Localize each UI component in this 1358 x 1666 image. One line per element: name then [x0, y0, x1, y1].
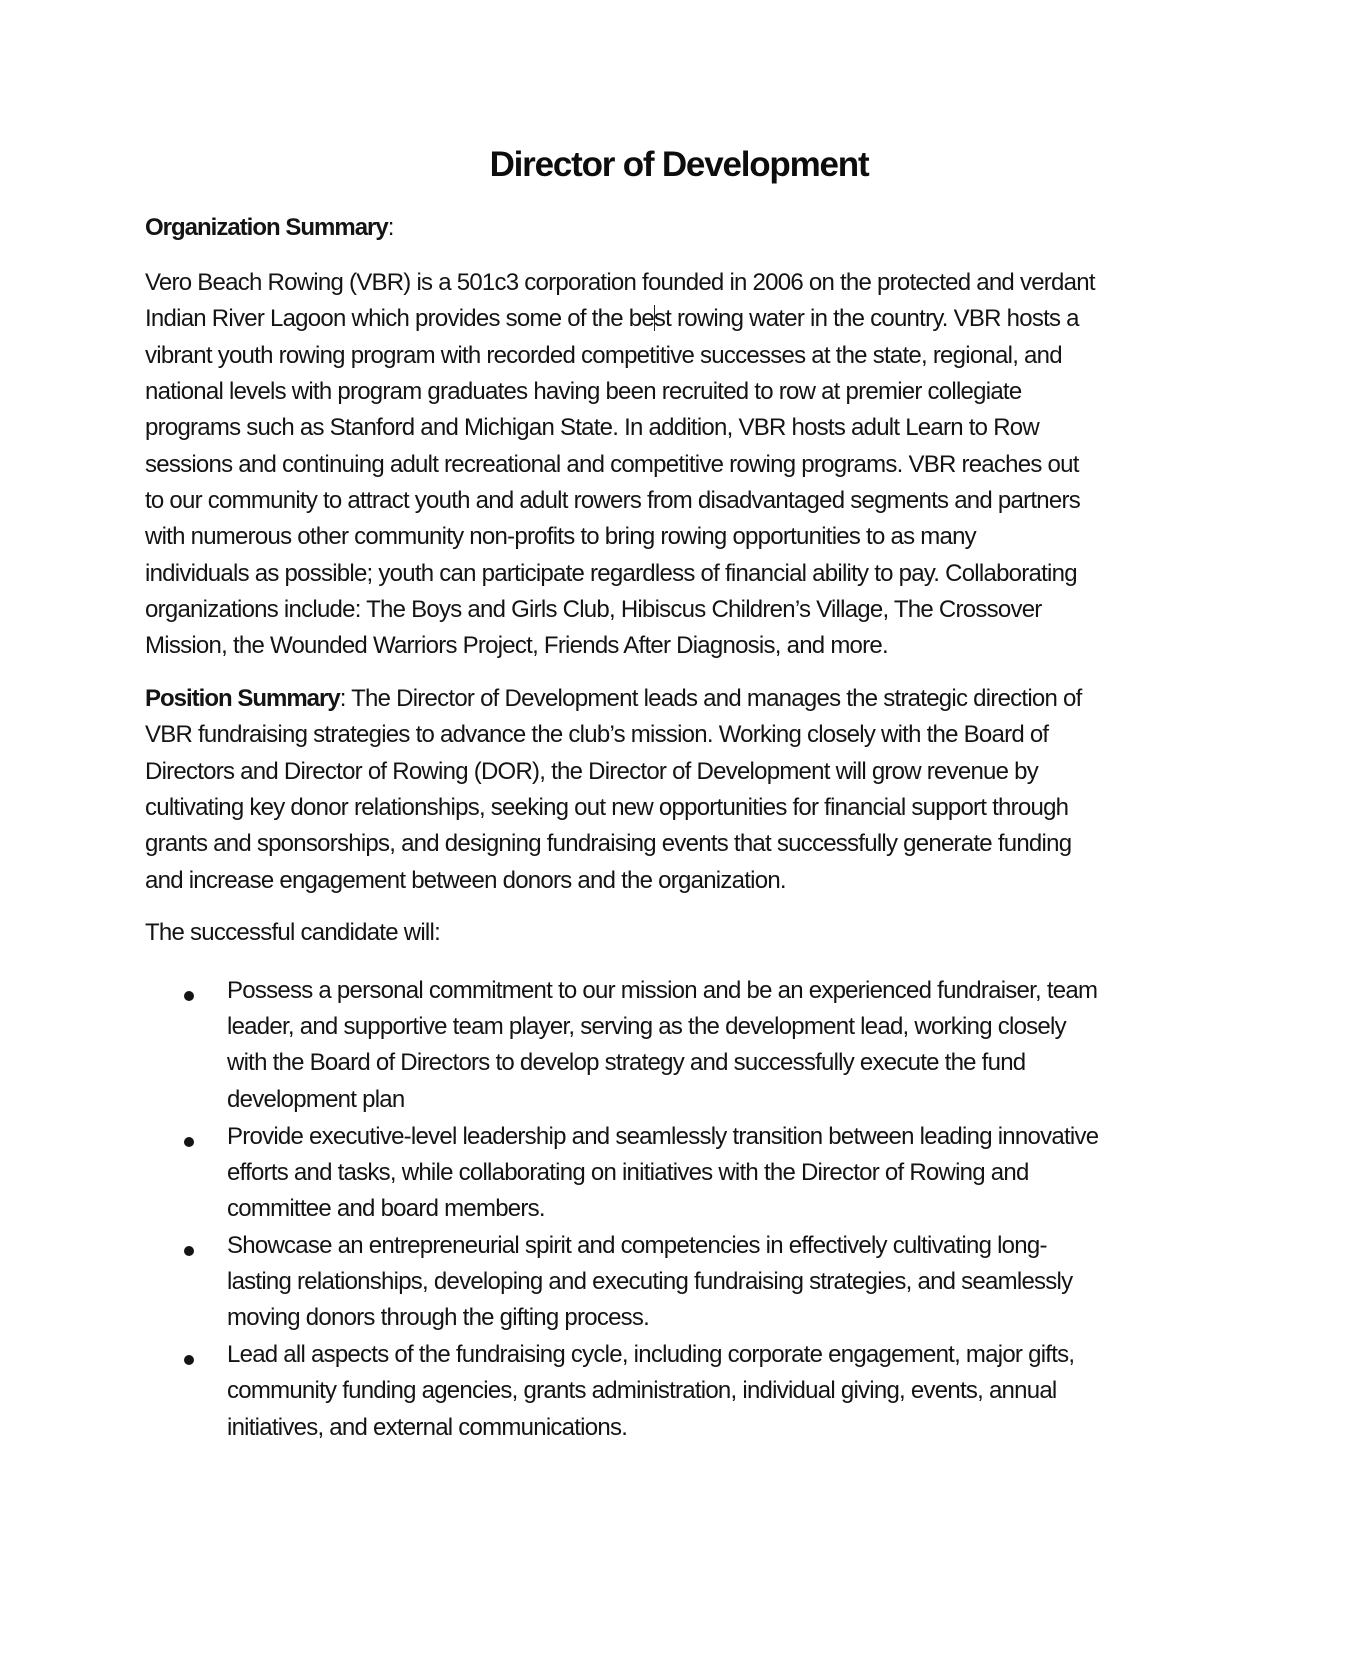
org-summary-line: Vero Beach Rowing (VBR) is a 501c3 corporation founded in 2006 on the protected and verdant — [145, 269, 1095, 296]
bullet-line: community funding agencies, grants administration, individual giving, events, annual — [227, 1377, 1057, 1404]
bullet-line: lasting relationships, developing and executing fundraising strategies, and seamlessly — [227, 1268, 1073, 1295]
bullet-line: moving donors through the gifting process. — [227, 1304, 650, 1331]
org-summary-line: individuals as possible; youth can participate regardless of financial ability to pay. Collaborating — [145, 560, 1077, 587]
bullet-line: development plan — [227, 1086, 405, 1113]
bullet-icon — [184, 1355, 194, 1365]
position-summary-heading: Position Summary — [145, 685, 340, 712]
bullet-line: Lead all aspects of the fundraising cycle, including corporate engagement, major gifts, — [227, 1341, 1075, 1368]
position-summary-line — [145, 684, 1082, 714]
position-summary-line: Directors and Director of Rowing (DOR), the Director of Development will grow revenue by — [145, 758, 1039, 785]
position-summary-line: and increase engagement between donors and the organization. — [145, 867, 786, 894]
org-summary-text: st rowing water in the country. VBR hosts a — [653, 305, 1079, 332]
org-summary-line: sessions and continuing adult recreational and competitive rowing programs. VBR reaches out — [145, 451, 1079, 478]
org-summary-colon: : — [387, 214, 394, 241]
org-summary-line: national levels with program graduates having been recruited to row at premier collegiate — [145, 378, 1022, 405]
bullet-icon — [184, 1137, 194, 1147]
bullet-icon — [184, 991, 194, 1001]
org-summary-line: to our community to attract youth and adult rowers from disadvantaged segments and partners — [145, 487, 1080, 514]
document-title: Director of Development — [489, 145, 869, 184]
bullet-line: efforts and tasks, while collaborating on initiatives with the Director of Rowing and — [227, 1159, 1029, 1186]
bullet-line: Possess a personal commitment to our mission and be an experienced fundraiser, team — [227, 977, 1098, 1004]
org-summary-text: Indian River Lagoon which provides some of the be — [145, 305, 654, 332]
position-summary-text: : The Director of Development leads and manages the strategic direction of — [339, 685, 1082, 712]
bullet-line: initiatives, and external communications. — [227, 1414, 628, 1441]
position-summary-line: cultivating key donor relationships, seeking out new opportunities for financial support through — [145, 794, 1069, 821]
org-summary-line: with numerous other community non-profits to bring rowing opportunities to as many — [145, 523, 976, 550]
bullet-line: leader, and supportive team player, serving as the development lead, working closely — [227, 1013, 1066, 1040]
bullet-line: Provide executive-level leadership and seamlessly transition between leading innovative — [227, 1123, 1099, 1150]
position-summary-line: VBR fundraising strategies to advance the club’s mission. Working closely with the Board of — [145, 721, 1049, 748]
bullet-icon — [184, 1246, 194, 1256]
org-summary-line: organizations include: The Boys and Girls Club, Hibiscus Children’s Village, The Crossover — [145, 596, 1042, 623]
org-summary-line — [145, 304, 1079, 334]
position-summary-line: grants and sponsorships, and designing fundraising events that successfully generate funding — [145, 830, 1072, 857]
bullet-line: committee and board members. — [227, 1195, 545, 1222]
candidate-intro: The successful candidate will: — [145, 919, 440, 946]
bullet-line: Showcase an entrepreneurial spirit and competencies in effectively cultivating long- — [227, 1232, 1047, 1259]
org-summary-heading: Organization Summary — [145, 214, 388, 241]
org-summary-heading-line — [145, 213, 394, 243]
org-summary-line: programs such as Stanford and Michigan State. In addition, VBR hosts adult Learn to Row — [145, 414, 1039, 441]
org-summary-line: Mission, the Wounded Warriors Project, Friends After Diagnosis, and more. — [145, 632, 888, 659]
org-summary-line: vibrant youth rowing program with recorded competitive successes at the state, regional, and — [145, 342, 1062, 369]
bullet-line: with the Board of Directors to develop strategy and successfully execute the fund — [227, 1049, 1026, 1076]
